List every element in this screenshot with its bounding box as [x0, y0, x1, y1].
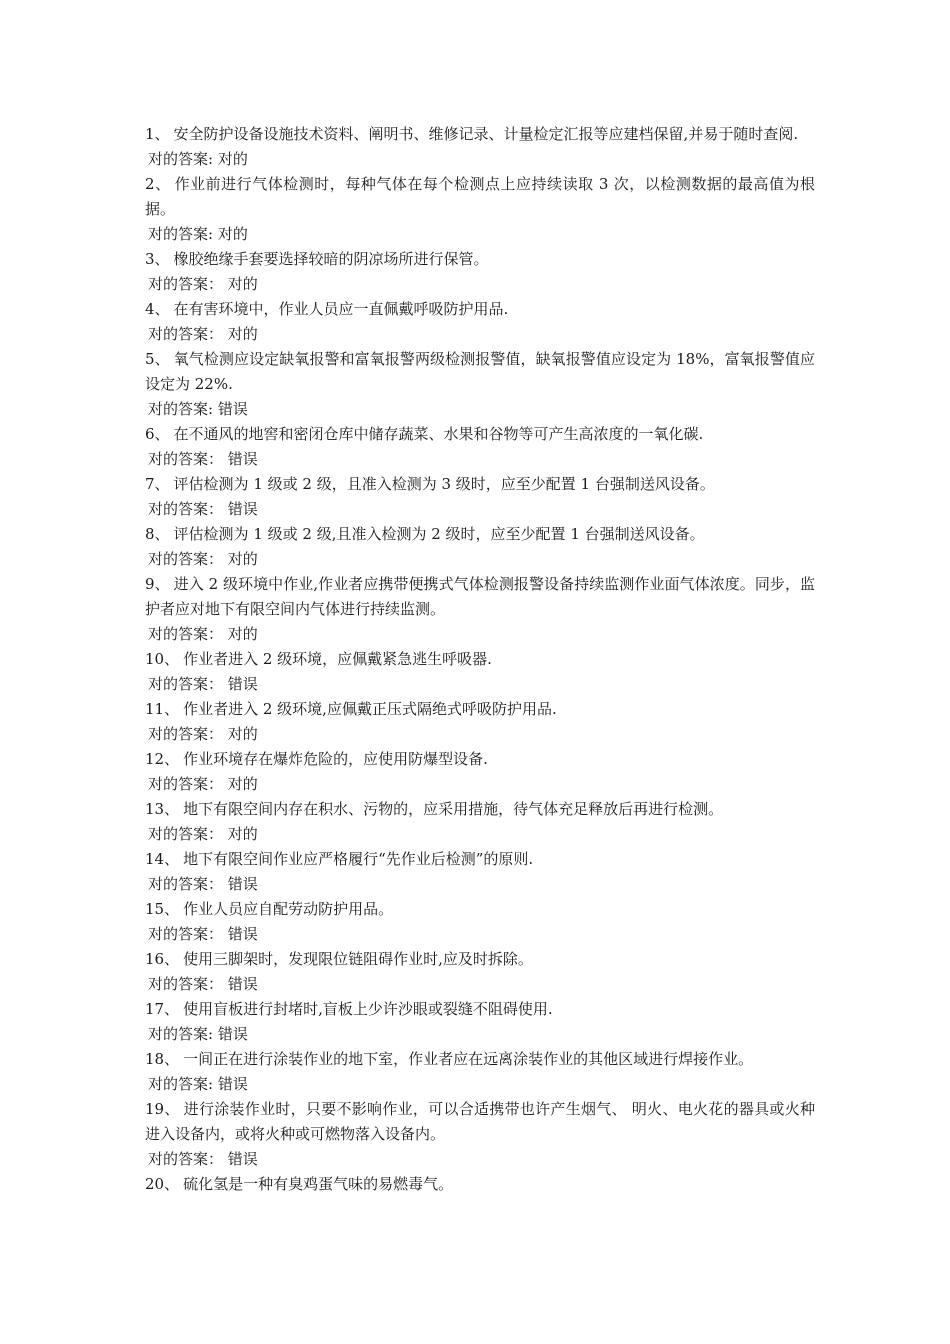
answer-line: 对的答案： 对的 — [148, 775, 258, 793]
question-item — [145, 997, 815, 1022]
question-text: 使用盲板进行封堵时,盲板上少许沙眼或裂缝不阻碍使用. — [183, 1000, 553, 1018]
question-item — [145, 697, 815, 722]
answer-line: 对的答案： 错误 — [148, 925, 258, 943]
answer-line: 对的答案： 错误 — [148, 675, 258, 693]
question-text: 进行涂装作业时，只要不影响作业，可以合适携带也许产生烟气、 明火、电火花的器具或火种进入设备内，或将火种或可燃物落入设备内。 — [145, 1100, 815, 1143]
question-item — [145, 247, 815, 272]
question-text: 作业人员应自配劳动防护用品。 — [183, 900, 394, 918]
question-item — [145, 1097, 815, 1147]
answer-line: 对的答案： 对的 — [148, 275, 258, 293]
question-number: 19、 — [145, 1100, 180, 1118]
question-text: 评估检测为 1 级或 2 级，且准入检测为 3 级时，应至少配置 1 台强制送风设备。 — [173, 475, 715, 493]
question-text: 氧气检测应设定缺氧报警和富氧报警两级检测报警值，缺氧报警值应设定为 18%，富氧报警值应设定为 22%. — [145, 350, 815, 393]
question-number: 14、 — [145, 850, 180, 868]
question-item — [145, 297, 815, 322]
question-number: 11、 — [145, 700, 180, 718]
answer-line: 对的答案： 对的 — [148, 550, 258, 568]
answer-line: 对的答案： 错误 — [148, 450, 258, 468]
question-number: 16、 — [145, 950, 180, 968]
question-item — [145, 897, 815, 922]
question-item — [145, 422, 815, 447]
question-number: 1、 — [145, 125, 170, 143]
answer-line: 对的答案： 错误 — [148, 975, 258, 993]
question-item — [145, 847, 815, 872]
answer-line: 对的答案: 错误 — [148, 1075, 248, 1093]
question-number: 3、 — [145, 250, 170, 268]
question-item — [145, 1172, 815, 1197]
question-number: 15、 — [145, 900, 180, 918]
question-text: 一间正在进行涂装作业的地下室，作业者应在远离涂装作业的其他区域进行焊接作业。 — [183, 1050, 754, 1068]
question-text: 作业环境存在爆炸危险的，应使用防爆型设备. — [183, 750, 488, 768]
question-text: 地下有限空间内存在积水、污物的，应采用措施，待气体充足释放后再进行检测。 — [183, 800, 724, 818]
answer-line: 对的答案： 对的 — [148, 625, 258, 643]
question-item — [145, 647, 815, 672]
answer-line: 对的答案: 对的 — [148, 150, 248, 168]
question-number: 18、 — [145, 1050, 180, 1068]
question-list — [145, 122, 815, 1197]
question-text: 评估检测为 1 级或 2 级,且准入检测为 2 级时，应至少配置 1 台强制送风设备。 — [173, 525, 705, 543]
answer-line: 对的答案： 错误 — [148, 500, 258, 518]
question-item — [145, 122, 815, 147]
question-text: 进入 2 级环境中作业,作业者应携带便携式气体检测报警设备持续监测作业面气体浓度。同步，监护者应对地下有限空间内气体进行持续监测。 — [145, 575, 816, 618]
answer-line: 对的答案： 错误 — [148, 875, 258, 893]
question-text: 作业前进行气体检测时，每种气体在每个检测点上应持续读取 3 次，以检测数据的最高值为根据。 — [145, 175, 815, 218]
question-number: 7、 — [145, 475, 170, 493]
answer-line: 对的答案： 对的 — [148, 325, 258, 343]
answer-line: 对的答案： 对的 — [148, 825, 258, 843]
question-number: 8、 — [145, 525, 170, 543]
question-text: 地下有限空间作业应严格履行“先作业后检测”的原则. — [183, 850, 534, 868]
question-number: 9、 — [145, 575, 170, 593]
answer-line: 对的答案: 错误 — [148, 1025, 248, 1043]
question-item — [145, 347, 815, 397]
question-number: 10、 — [145, 650, 180, 668]
question-item — [145, 947, 815, 972]
question-text: 在有害环境中，作业人员应一直佩戴呼吸防护用品. — [173, 300, 509, 318]
question-item — [145, 572, 815, 622]
question-number: 12、 — [145, 750, 180, 768]
answer-line: 对的答案： 错误 — [148, 1150, 258, 1168]
question-number: 20、 — [145, 1175, 180, 1193]
question-item — [145, 172, 815, 222]
question-number: 13、 — [145, 800, 180, 818]
question-text: 安全防护设备设施技术资料、阐明书、维修记录、计量检定汇报等应建档保留,并易于随时查阅. — [173, 125, 799, 143]
answer-line: 对的答案: 错误 — [148, 400, 248, 418]
question-text: 使用三脚架时，发现限位链阻碍作业时,应及时拆除。 — [183, 950, 533, 968]
answer-line: 对的答案: 对的 — [148, 225, 248, 243]
question-text: 硫化氢是一种有臭鸡蛋气味的易燃毒气。 — [183, 1175, 454, 1193]
question-text: 橡胶绝缘手套要选择较暗的阴凉场所进行保管。 — [173, 250, 489, 268]
question-text: 作业者进入 2 级环境,应佩戴正压式隔绝式呼吸防护用品. — [183, 700, 557, 718]
question-text: 作业者进入 2 级环境，应佩戴紧急逃生呼吸器. — [183, 650, 492, 668]
question-number: 17、 — [145, 1000, 180, 1018]
question-text: 在不通风的地窖和密闭仓库中储存蔬菜、水果和谷物等可产生高浓度的一氧化碳. — [173, 425, 704, 443]
question-item — [145, 472, 815, 497]
question-item — [145, 747, 815, 772]
question-number: 5、 — [145, 350, 170, 368]
question-number: 4、 — [145, 300, 170, 318]
question-number: 6、 — [145, 425, 170, 443]
question-number: 2、 — [145, 175, 171, 193]
answer-line: 对的答案： 对的 — [148, 725, 258, 743]
question-item — [145, 1047, 815, 1072]
question-item — [145, 522, 815, 547]
question-item — [145, 797, 815, 822]
